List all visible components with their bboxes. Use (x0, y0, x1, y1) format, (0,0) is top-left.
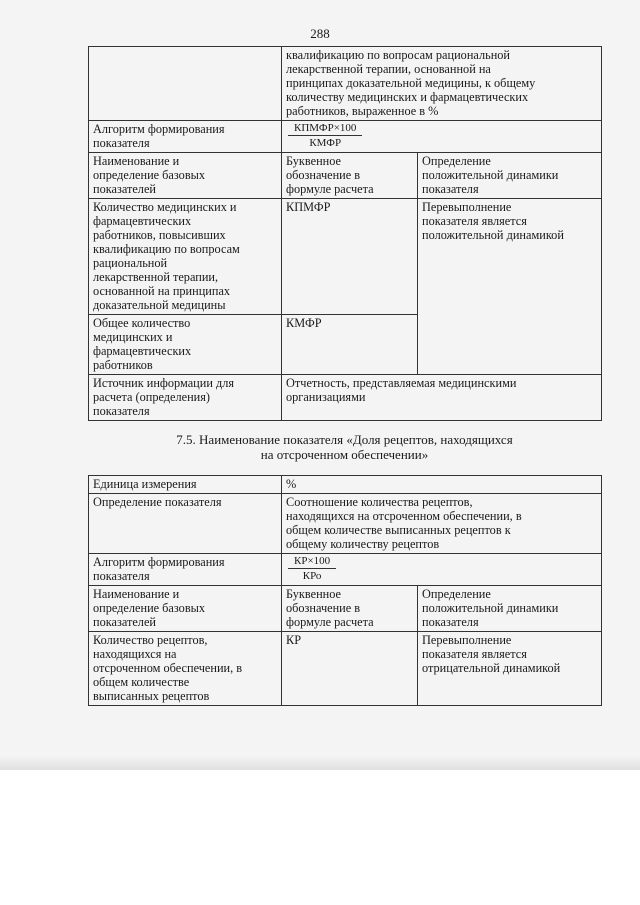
positive-dynamics (418, 632, 602, 706)
formula-denominator: КМФР (309, 137, 342, 149)
text-line: рациональной (93, 256, 168, 270)
formula-fraction (286, 122, 364, 149)
text-line: работников, повысивших (93, 228, 226, 242)
formula-numerator: КР×100 (288, 555, 336, 569)
text-line: общем количестве (93, 675, 190, 689)
text-line: обозначение в (286, 168, 361, 182)
text-line: квалификацию по вопросам рациональной (286, 48, 511, 62)
text-line: фармацевтических (93, 344, 192, 358)
positive-dynamics (418, 199, 602, 375)
text-line: расчета (определения) (93, 390, 211, 404)
algorithm-label (89, 554, 282, 586)
text-line: Буквенное (286, 154, 341, 168)
header-letter-designation (282, 153, 418, 199)
source-value (282, 375, 602, 421)
text-line: Источник информации для (93, 376, 235, 390)
header-positive-dynamics (418, 153, 602, 199)
text-line: на отсроченном обеспечении» (260, 447, 429, 462)
table-row (89, 494, 602, 554)
table-row (89, 632, 602, 706)
letter-designation: КПМФР (282, 199, 418, 315)
text-line: Буквенное (286, 587, 341, 601)
table-row (89, 375, 602, 421)
text-line: находящихся на отсроченном обеспечении, в (286, 509, 522, 523)
text-line: фармацевтических (93, 214, 192, 228)
text-line: показателей (93, 182, 156, 196)
text-line: определение базовых (93, 601, 206, 615)
text-line: показателя (422, 615, 479, 629)
text-line: Наименование и (93, 154, 180, 168)
text-line: положительной динамики (422, 168, 559, 182)
formula-cell (282, 554, 602, 586)
letter-designation: КР (282, 632, 418, 706)
text-line: Определение (422, 587, 491, 601)
text-line: показателя (422, 182, 479, 196)
header-letter-designation (282, 586, 418, 632)
algorithm-label (89, 121, 282, 153)
text-line: Перевыполнение (422, 633, 512, 647)
text-line: общем количестве выписанных рецептов к (286, 523, 511, 537)
text-line: Алгоритм формирования (93, 122, 225, 136)
header-base-indicators (89, 586, 282, 632)
table-row (89, 121, 602, 153)
text-line: положительной динамикой (422, 228, 564, 242)
text-line: лекарственной терапии, основанной на (286, 62, 491, 76)
text-line: обозначение в (286, 601, 361, 615)
text-line: Соотношение количества рецептов, (286, 495, 473, 509)
section-heading (88, 432, 601, 462)
text-line: показателя (93, 569, 150, 583)
table-row (89, 153, 602, 199)
text-line: выписанных рецептов (93, 689, 210, 703)
indicator-table-7-4 (88, 46, 602, 421)
text-line: Количество медицинских и (93, 200, 237, 214)
text-line: количеству медицинских и фармацевтических (286, 90, 529, 104)
text-line: отсроченном обеспечении, в (93, 661, 243, 675)
unit-value: % (282, 476, 602, 494)
indicator-table-7-5 (88, 475, 602, 706)
text-line: формуле расчета (286, 615, 374, 629)
page-number: 288 (310, 26, 330, 41)
letter-designation: КМФР (282, 315, 418, 375)
text-line: показателя (93, 404, 150, 418)
formula-cell (282, 121, 602, 153)
text-line: формуле расчета (286, 182, 374, 196)
text-line: квалификацию по вопросам (93, 242, 240, 256)
text-line: лекарственной терапии, (93, 270, 219, 284)
base-indicator-name (89, 315, 282, 375)
text-line: 7.5. Наименование показателя «Доля рецептов, находящихся (176, 432, 513, 447)
text-line: Количество рецептов, (93, 633, 208, 647)
formula-numerator: КПМФР×100 (288, 122, 362, 136)
definition-continuation (282, 47, 602, 121)
text-line: организациями (286, 390, 366, 404)
text-line: находящихся на (93, 647, 177, 661)
text-line: определение базовых (93, 168, 206, 182)
base-indicator-name (89, 199, 282, 315)
definition-value (282, 494, 602, 554)
table-row (89, 199, 602, 315)
unit-label: Единица измерения (89, 476, 282, 494)
table-row (89, 476, 602, 494)
text-line: работников (93, 358, 153, 372)
text-line: показателей (93, 615, 156, 629)
text-line: медицинских и (93, 330, 173, 344)
text-line: положительной динамики (422, 601, 559, 615)
table-row (89, 554, 602, 586)
source-label (89, 375, 282, 421)
text-line: Перевыполнение (422, 200, 512, 214)
definition-label: Определение показателя (89, 494, 282, 554)
table-row (89, 586, 602, 632)
text-line: доказательной медицины (93, 298, 226, 312)
text-line: Определение (422, 154, 491, 168)
text-line: Общее количество (93, 316, 191, 330)
formula-fraction (286, 555, 338, 582)
text-line: показателя (93, 136, 150, 150)
base-indicator-name (89, 632, 282, 706)
text-line: показателя является (422, 647, 527, 661)
text-line: работников, выраженное в % (286, 104, 439, 118)
text-line: основанной на принципах (93, 284, 231, 298)
formula-denominator: КРо (302, 570, 322, 582)
header-positive-dynamics (418, 586, 602, 632)
header-base-indicators (89, 153, 282, 199)
text-line: показателя является (422, 214, 527, 228)
text-line: общему количеству рецептов (286, 537, 440, 551)
table-row (89, 47, 602, 121)
text-line: отрицательной динамикой (422, 661, 561, 675)
text-line: Наименование и (93, 587, 180, 601)
text-line: принципах доказательной медицины, к общему (286, 76, 536, 90)
text-line: Отчетность, представляемая медицинскими (286, 376, 517, 390)
text-line: Алгоритм формирования (93, 555, 225, 569)
